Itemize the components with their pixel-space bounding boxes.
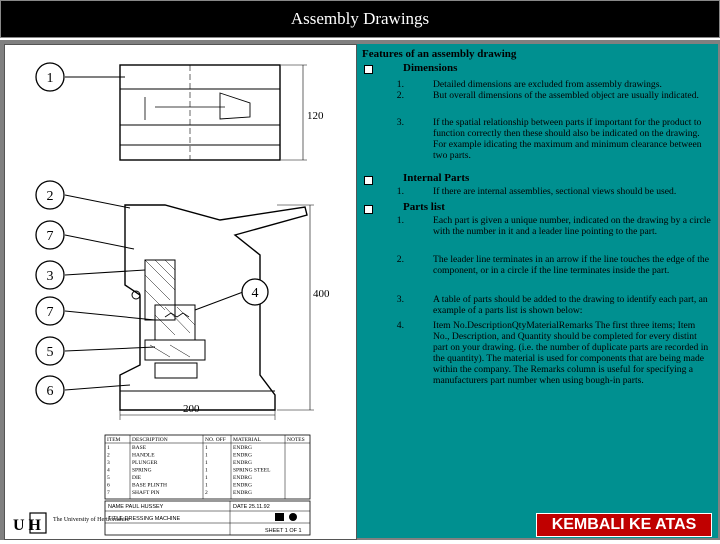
balloon-2 (36, 181, 64, 209)
item-number: 2. (396, 254, 404, 265)
back-to-top-button[interactable]: KEMBALI KE ATAS (536, 513, 712, 537)
parts-table-cell: ENDRG (233, 475, 252, 481)
parts-table-cell: 4 (107, 467, 110, 474)
item-number: 1. (396, 79, 404, 90)
parts-table-header: NOTES (287, 437, 305, 443)
parts-table-header: MATERIAL (233, 437, 261, 443)
top-view-outline (120, 65, 280, 160)
parts-table-cell: 1 (205, 452, 208, 459)
front-view (120, 205, 314, 420)
bullet-dimensions (364, 65, 373, 74)
parts-list-item-4: Item No.DescriptionQtyMaterialRemarks The first three items; Item No., Description, and Quantity should be completed for every distint part on your drawing. (i.e. the number of duplicate parts are recorded in the quantity). The material is used for components that are being made within the company. The Remarks column is useful for specifying a manufacturers part number when using bough-in parts. (433, 320, 709, 386)
parts-table-cell: 1 (205, 475, 208, 481)
top-view (120, 65, 307, 160)
parts-table-cell: ENDRG (233, 445, 252, 451)
balloon-6 (36, 376, 64, 404)
dimensions-item-2: But overall dimensions of the assembled object are usually indicated. (433, 90, 699, 101)
parts-table-cell: 3 (107, 460, 110, 466)
dimensions-item-1: Detailed dimensions are excluded from assembly drawings. (433, 79, 662, 90)
parts-table-cell: DIE (132, 475, 142, 481)
item-number: 1. (396, 186, 404, 197)
parts-table-cell: ENDRG (233, 490, 252, 496)
parts-list-item-3: A table of parts should be added to the drawing to identify each part, an example of a parts list is shown below: (433, 294, 708, 316)
parts-table-cell: 1 (205, 460, 208, 466)
parts-table-cell: SPRING (132, 467, 152, 474)
item-number: 3. (396, 117, 404, 128)
parts-list-item-1: Each part is given a unique number, indicated on the drawing by a circle with the number in it and a leader line pointing to the part. (433, 215, 711, 237)
parts-table-cell: 5 (107, 475, 110, 481)
bullet-internal-parts (364, 176, 373, 185)
parts-table-cell: 1 (107, 445, 110, 451)
assembly-drawing (4, 44, 357, 540)
parts-table-cell: ENDRG (233, 452, 252, 459)
balloon-1 (36, 63, 64, 91)
tb-date: DATE 25.11.92 (233, 504, 270, 510)
svg-text:7: 7 (46, 305, 54, 320)
section-title: Features of an assembly drawing (362, 48, 517, 60)
bullet-parts-list (364, 205, 373, 214)
parts-table-cell: PLUNGER (132, 460, 158, 466)
title-block (105, 501, 310, 535)
parts-table-cell: 7 (107, 490, 110, 496)
svg-text:6: 6 (46, 384, 54, 399)
internal-parts-item-1: If there are internal assemblies, sectional views should be used. (433, 186, 677, 197)
svg-text:5: 5 (46, 345, 54, 360)
svg-text:7: 7 (46, 229, 54, 244)
balloon-5 (36, 337, 64, 365)
svg-text:2: 2 (46, 189, 54, 204)
parts-table-cell: 1 (205, 482, 208, 489)
balloon-7-lower (36, 297, 64, 325)
parts-table-cell: 2 (205, 490, 208, 496)
heading-internal-parts: Internal Parts (403, 172, 470, 184)
drawing-svg (5, 45, 356, 539)
parts-table-cell: ENDRG (233, 460, 252, 466)
parts-table-cell: SPRING STEEL (233, 467, 271, 474)
parts-table-cell: 1 (205, 467, 208, 474)
svg-text:4: 4 (251, 286, 259, 301)
parts-table-cell: 6 (107, 482, 110, 489)
dimensions-item-3: If the spatial relationship between parts if important for the product to function correctly then these should also be indicated on the drawing. For example idicating the maximum and minimum clearance between two parts. (433, 117, 702, 161)
parts-table-cell: 1 (205, 445, 208, 451)
balloon-4 (242, 279, 268, 305)
balloon-3 (36, 261, 64, 289)
parts-table-cell: SHAFT PIN (132, 490, 160, 496)
heading-parts-list: Parts list (403, 201, 445, 213)
dim-120: 120 (307, 110, 324, 122)
balloon-7-upper (36, 221, 64, 249)
parts-table-cell: HANDLE (132, 452, 155, 459)
parts-table-header: ITEM (107, 437, 121, 443)
parts-table-cell: BASE PLINTH (132, 482, 167, 489)
svg-text:1: 1 (46, 71, 54, 86)
slide-title: Assembly Drawings (290, 9, 430, 28)
heading-dimensions: Dimensions (403, 62, 458, 74)
text-panel (357, 44, 718, 538)
frame-outline (120, 205, 307, 410)
logo-letters: U H (13, 517, 41, 534)
parts-table-header: NO. OFF (205, 437, 226, 443)
tb-sheet: SHEET 1 OF 1 (265, 528, 302, 534)
item-number: 1. (396, 215, 404, 226)
parts-table-header: DESCRIPTION (132, 437, 168, 443)
parts-list-item-2: The leader line terminates in an arrow if the line touches the edge of the component, or in a circle if the line terminates inside the part. (433, 254, 709, 276)
dim-400: 400 (313, 288, 330, 300)
university-name: The University of Hertfordshire (53, 517, 130, 523)
parts-table-cell: 2 (107, 452, 110, 459)
parts-table-cell: ENDRG (233, 482, 252, 489)
parts-table-cell: BASE (132, 445, 147, 451)
tb-name: NAME PAUL HUSSEY (108, 504, 164, 510)
item-number: 4. (396, 320, 404, 331)
title-bar (0, 0, 720, 38)
tb-title: TITLE DRESSING MACHINE (108, 516, 181, 522)
dim-200: 200 (183, 403, 200, 415)
item-number: 3. (396, 294, 404, 305)
parts-table (105, 435, 310, 499)
svg-text:3: 3 (46, 269, 54, 284)
item-number: 2. (396, 90, 404, 101)
